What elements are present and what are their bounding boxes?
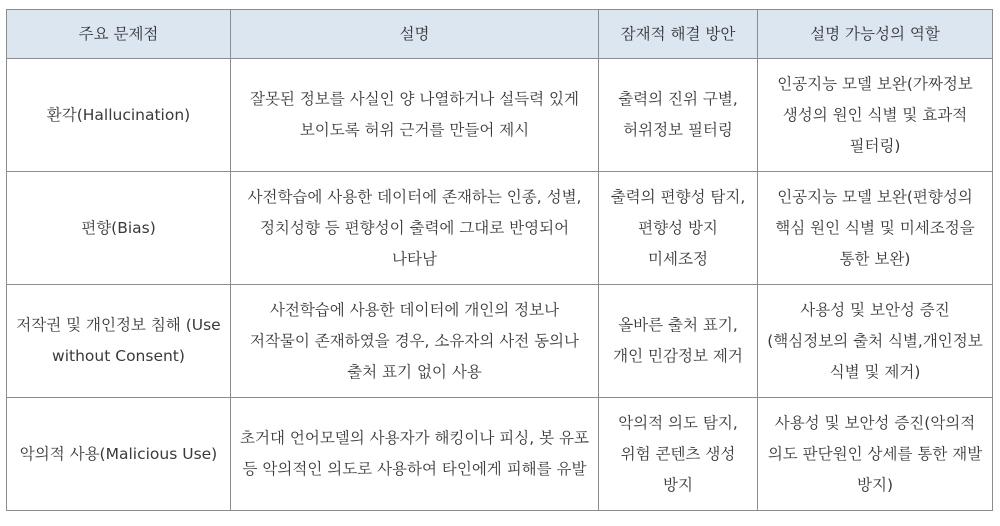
cell-role: 인공지능 모델 보완(가짜정보 생성의 원인 식별 및 효과적 필터링) bbox=[758, 59, 993, 172]
cell-role: 사용성 및 보안성 증진(악의적 의도 판단원인 상세를 통한 재발 방지) bbox=[758, 398, 993, 511]
cell-description: 잘못된 정보를 사실인 양 나열하거나 설득력 있게 보이도록 허위 근거를 만들어 제시 bbox=[231, 59, 599, 172]
cell-solution: 출력의 진위 구별, 허위정보 필터링 bbox=[599, 59, 758, 172]
cell-issue: 저작권 및 개인정보 침해 (Use without Consent) bbox=[7, 285, 231, 398]
table-row bbox=[7, 172, 993, 285]
cell-issue: 환각(Hallucination) bbox=[7, 59, 231, 172]
cell-solution: 악의적 의도 탐지, 위험 콘텐츠 생성 방지 bbox=[599, 398, 758, 511]
table-header-row bbox=[7, 10, 993, 59]
header-description: 설명 bbox=[231, 10, 599, 59]
llm-issues-table bbox=[6, 9, 993, 511]
cell-issue: 악의적 사용(Malicious Use) bbox=[7, 398, 231, 511]
cell-solution: 올바른 출처 표기, 개인 민감정보 제거 bbox=[599, 285, 758, 398]
cell-description: 사전학습에 사용한 데이터에 개인의 정보나 저작물이 존재하였을 경우, 소유자의 사전 동의나 출처 표기 없이 사용 bbox=[231, 285, 599, 398]
header-role: 설명 가능성의 역할 bbox=[758, 10, 993, 59]
cell-role: 사용성 및 보안성 증진(핵심정보의 출처 식별,개인정보 식별 및 제거) bbox=[758, 285, 993, 398]
cell-solution: 출력의 편향성 탐지, 편향성 방지 미세조정 bbox=[599, 172, 758, 285]
table-row bbox=[7, 59, 993, 172]
cell-role: 인공지능 모델 보완(편향성의 핵심 원인 식별 및 미세조정을 통한 보완) bbox=[758, 172, 993, 285]
header-issue: 주요 문제점 bbox=[7, 10, 231, 59]
cell-issue: 편향(Bias) bbox=[7, 172, 231, 285]
header-solution: 잠재적 해결 방안 bbox=[599, 10, 758, 59]
table-row bbox=[7, 285, 993, 398]
table-row bbox=[7, 398, 993, 511]
cell-description: 초거대 언어모델의 사용자가 해킹이나 피싱, 봇 유포 등 악의적인 의도로 사용하여 타인에게 피해를 유발 bbox=[231, 398, 599, 511]
cell-description: 사전학습에 사용한 데이터에 존재하는 인종, 성별, 정치성향 등 편향성이 출력에 그대로 반영되어 나타남 bbox=[231, 172, 599, 285]
